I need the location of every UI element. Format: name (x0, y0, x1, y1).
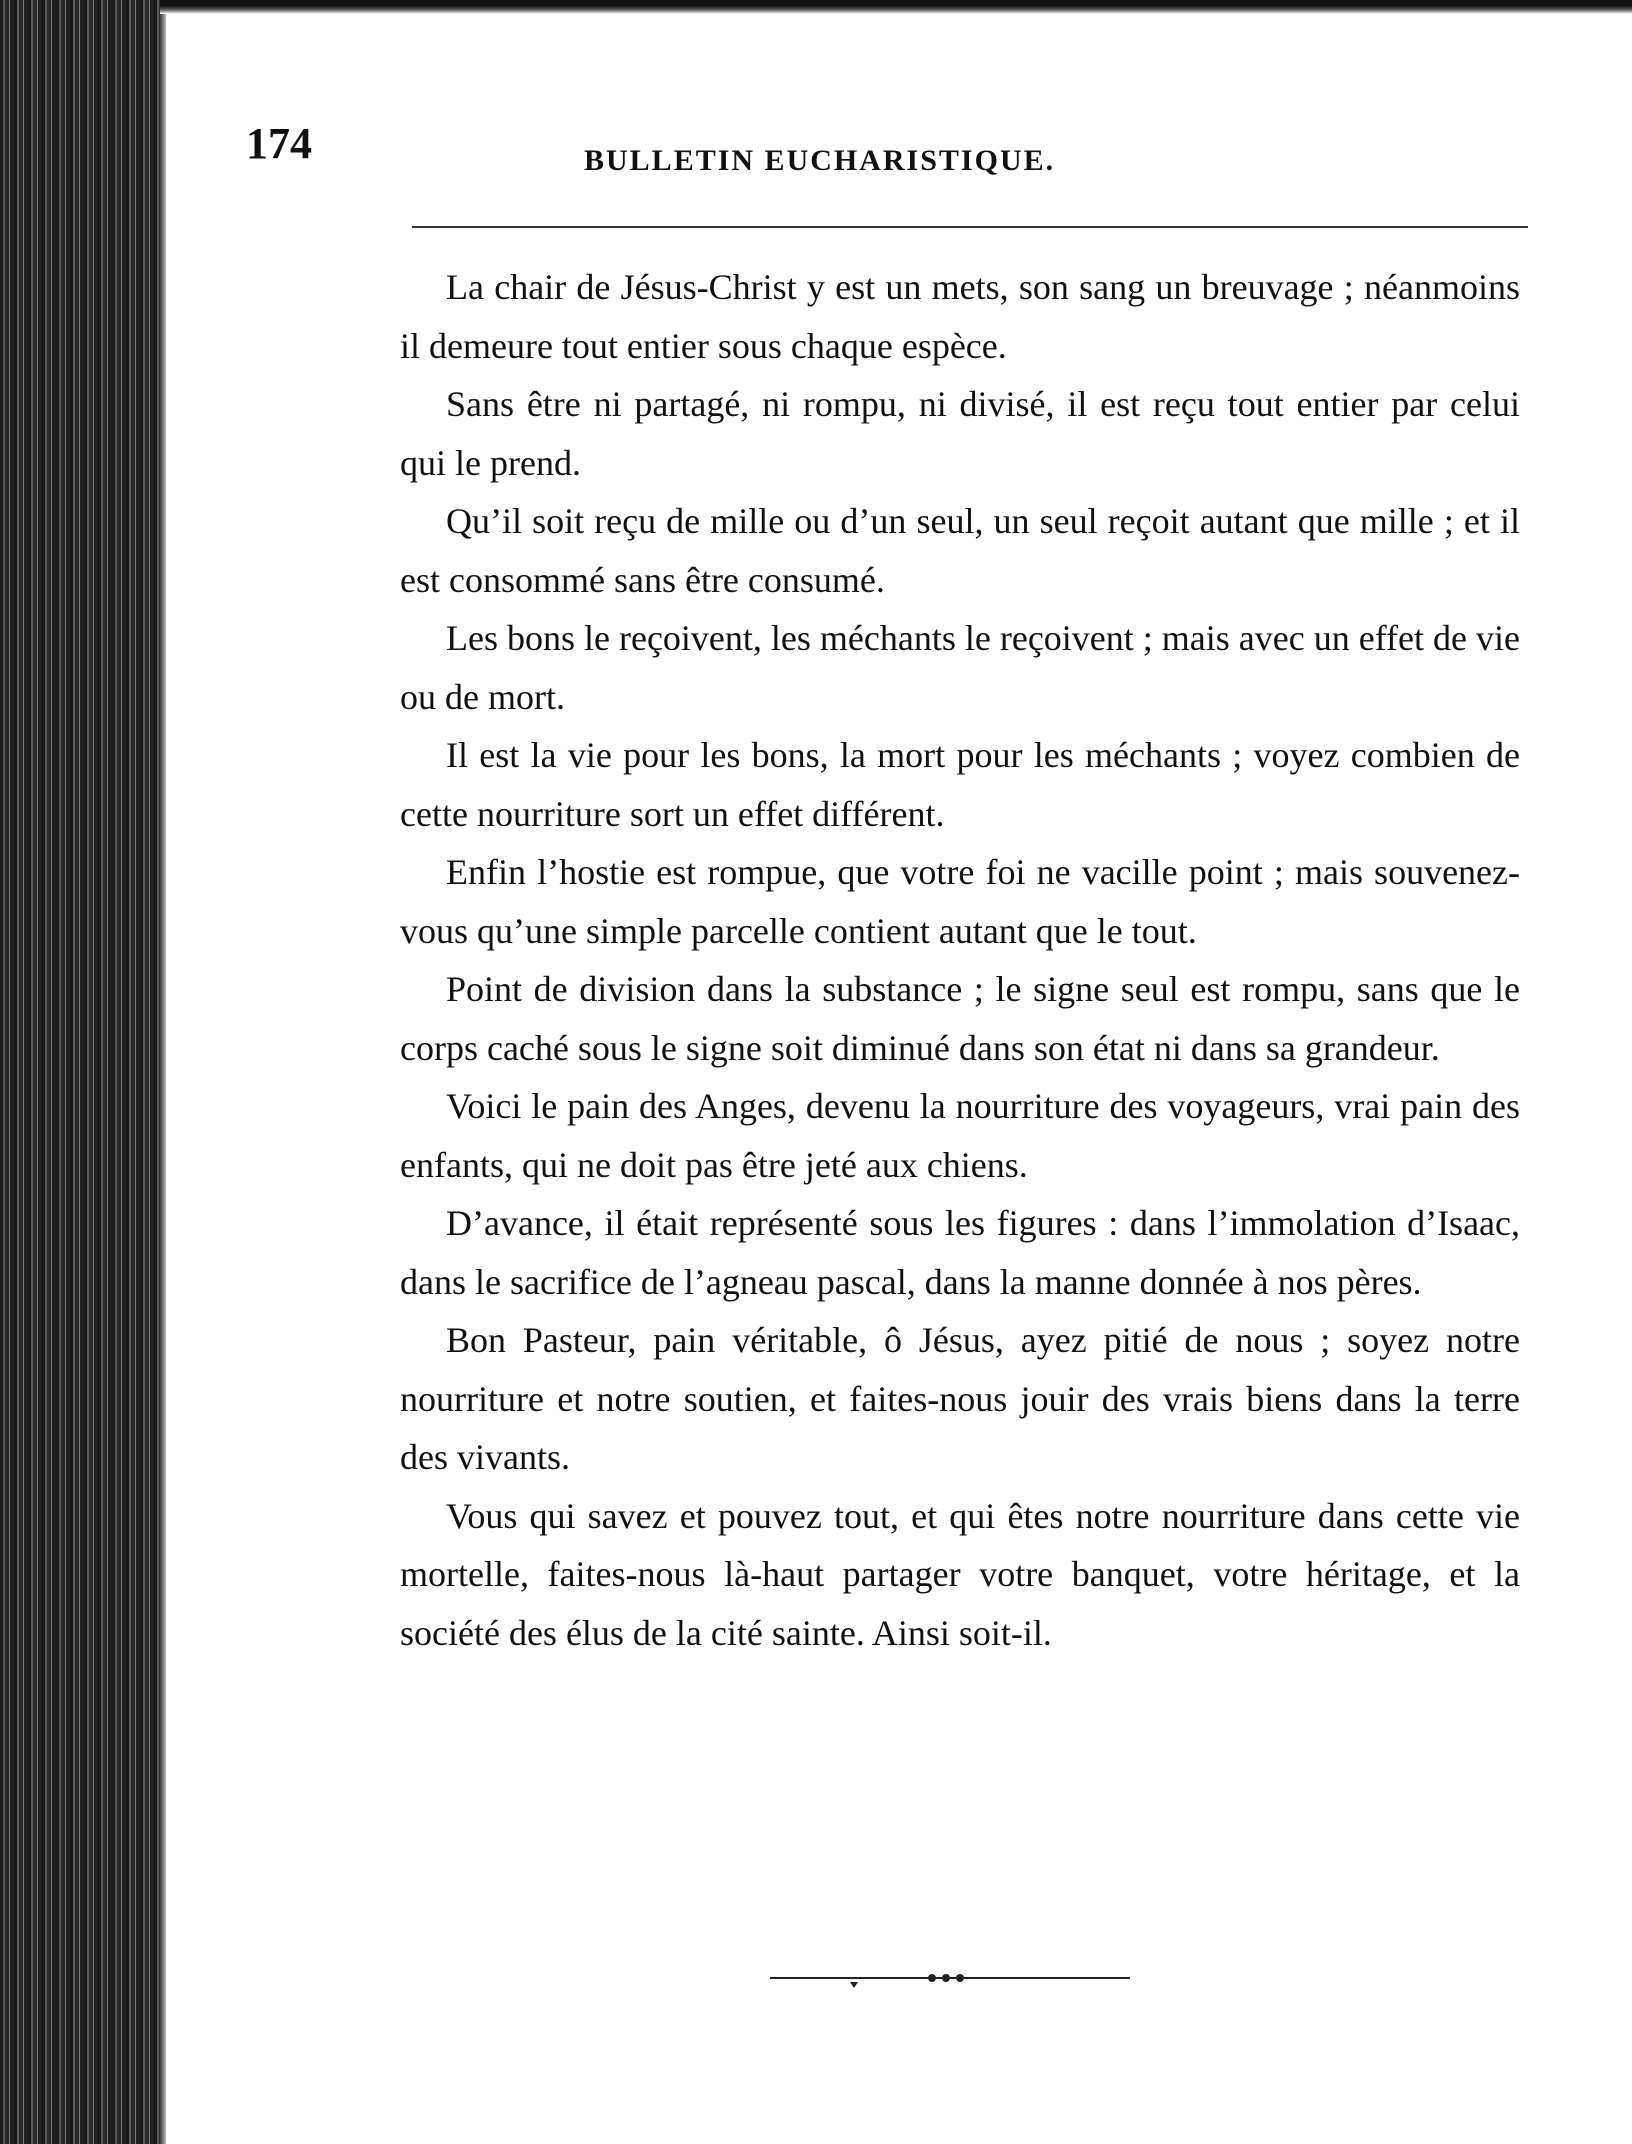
paragraph: La chair de Jésus-Christ y est un mets, son sang un breuvage ; néanmoins il demeure tout entier sous chaque espèce. (400, 267, 1520, 366)
paragraph: Vous qui savez et pouvez tout, et qui êtes notre nourriture dans cette vie mortelle, faites-nous là-haut partager votre banquet, votre héritage, et la société des élus de la cité sainte. Ainsi soit-il. (400, 1495, 1520, 1653)
paragraph: Les bons le reçoivent, les méchants le reçoivent ; mais avec un effet de vie ou de mort. (400, 618, 1520, 717)
paragraph: Qu’il soit reçu de mille ou d’un seul, un seul reçoit autant que mille ; et il est consommé sans être consumé. (400, 501, 1520, 600)
header-rule (412, 226, 1528, 228)
paragraph: Il est la vie pour les bons, la mort pour les méchants ; voyez combien de cette nourriture sort un effet différent. (400, 735, 1520, 834)
paragraph: Sans être ni partagé, ni rompu, ni divisé, il est reçu tout entier par celui qui le prend. (400, 384, 1520, 483)
paragraph: Bon Pasteur, pain véritable, ô Jésus, ayez pitié de nous ; soyez notre nourriture et notre soutien, et faites-nous jouir des vrais biens dans la terre des vivants. (400, 1320, 1520, 1477)
page-header (246, 118, 1526, 188)
paragraph: D’avance, il était représenté sous les figures : dans l’immolation d’Isaac, dans le sacrifice de l’agneau pascal, dans la manne donnée à nos pères. (400, 1203, 1520, 1302)
body-text (400, 258, 1520, 1662)
running-title: BULLETIN EUCHARISTIQUE. (584, 144, 1056, 177)
page-number: 174 (246, 119, 312, 168)
end-ornament (770, 1972, 1130, 1992)
paragraph: Point de division dans la substance ; le signe seul est rompu, sans que le corps caché sous le signe soit diminué dans son état ni dans sa grandeur. (400, 969, 1520, 1068)
book-page-edge (0, 0, 160, 2144)
paragraph: Enfin l’hostie est rompue, que votre foi ne vacille point ; mais souvenez-vous qu’une simple parcelle contient autant que le tout. (400, 852, 1520, 951)
book-top-edge (160, 0, 1632, 14)
paragraph: Voici le pain des Anges, devenu la nourriture des voyageurs, vrai pain des enfants, qui ne doit pas être jeté aux chiens. (400, 1086, 1520, 1185)
